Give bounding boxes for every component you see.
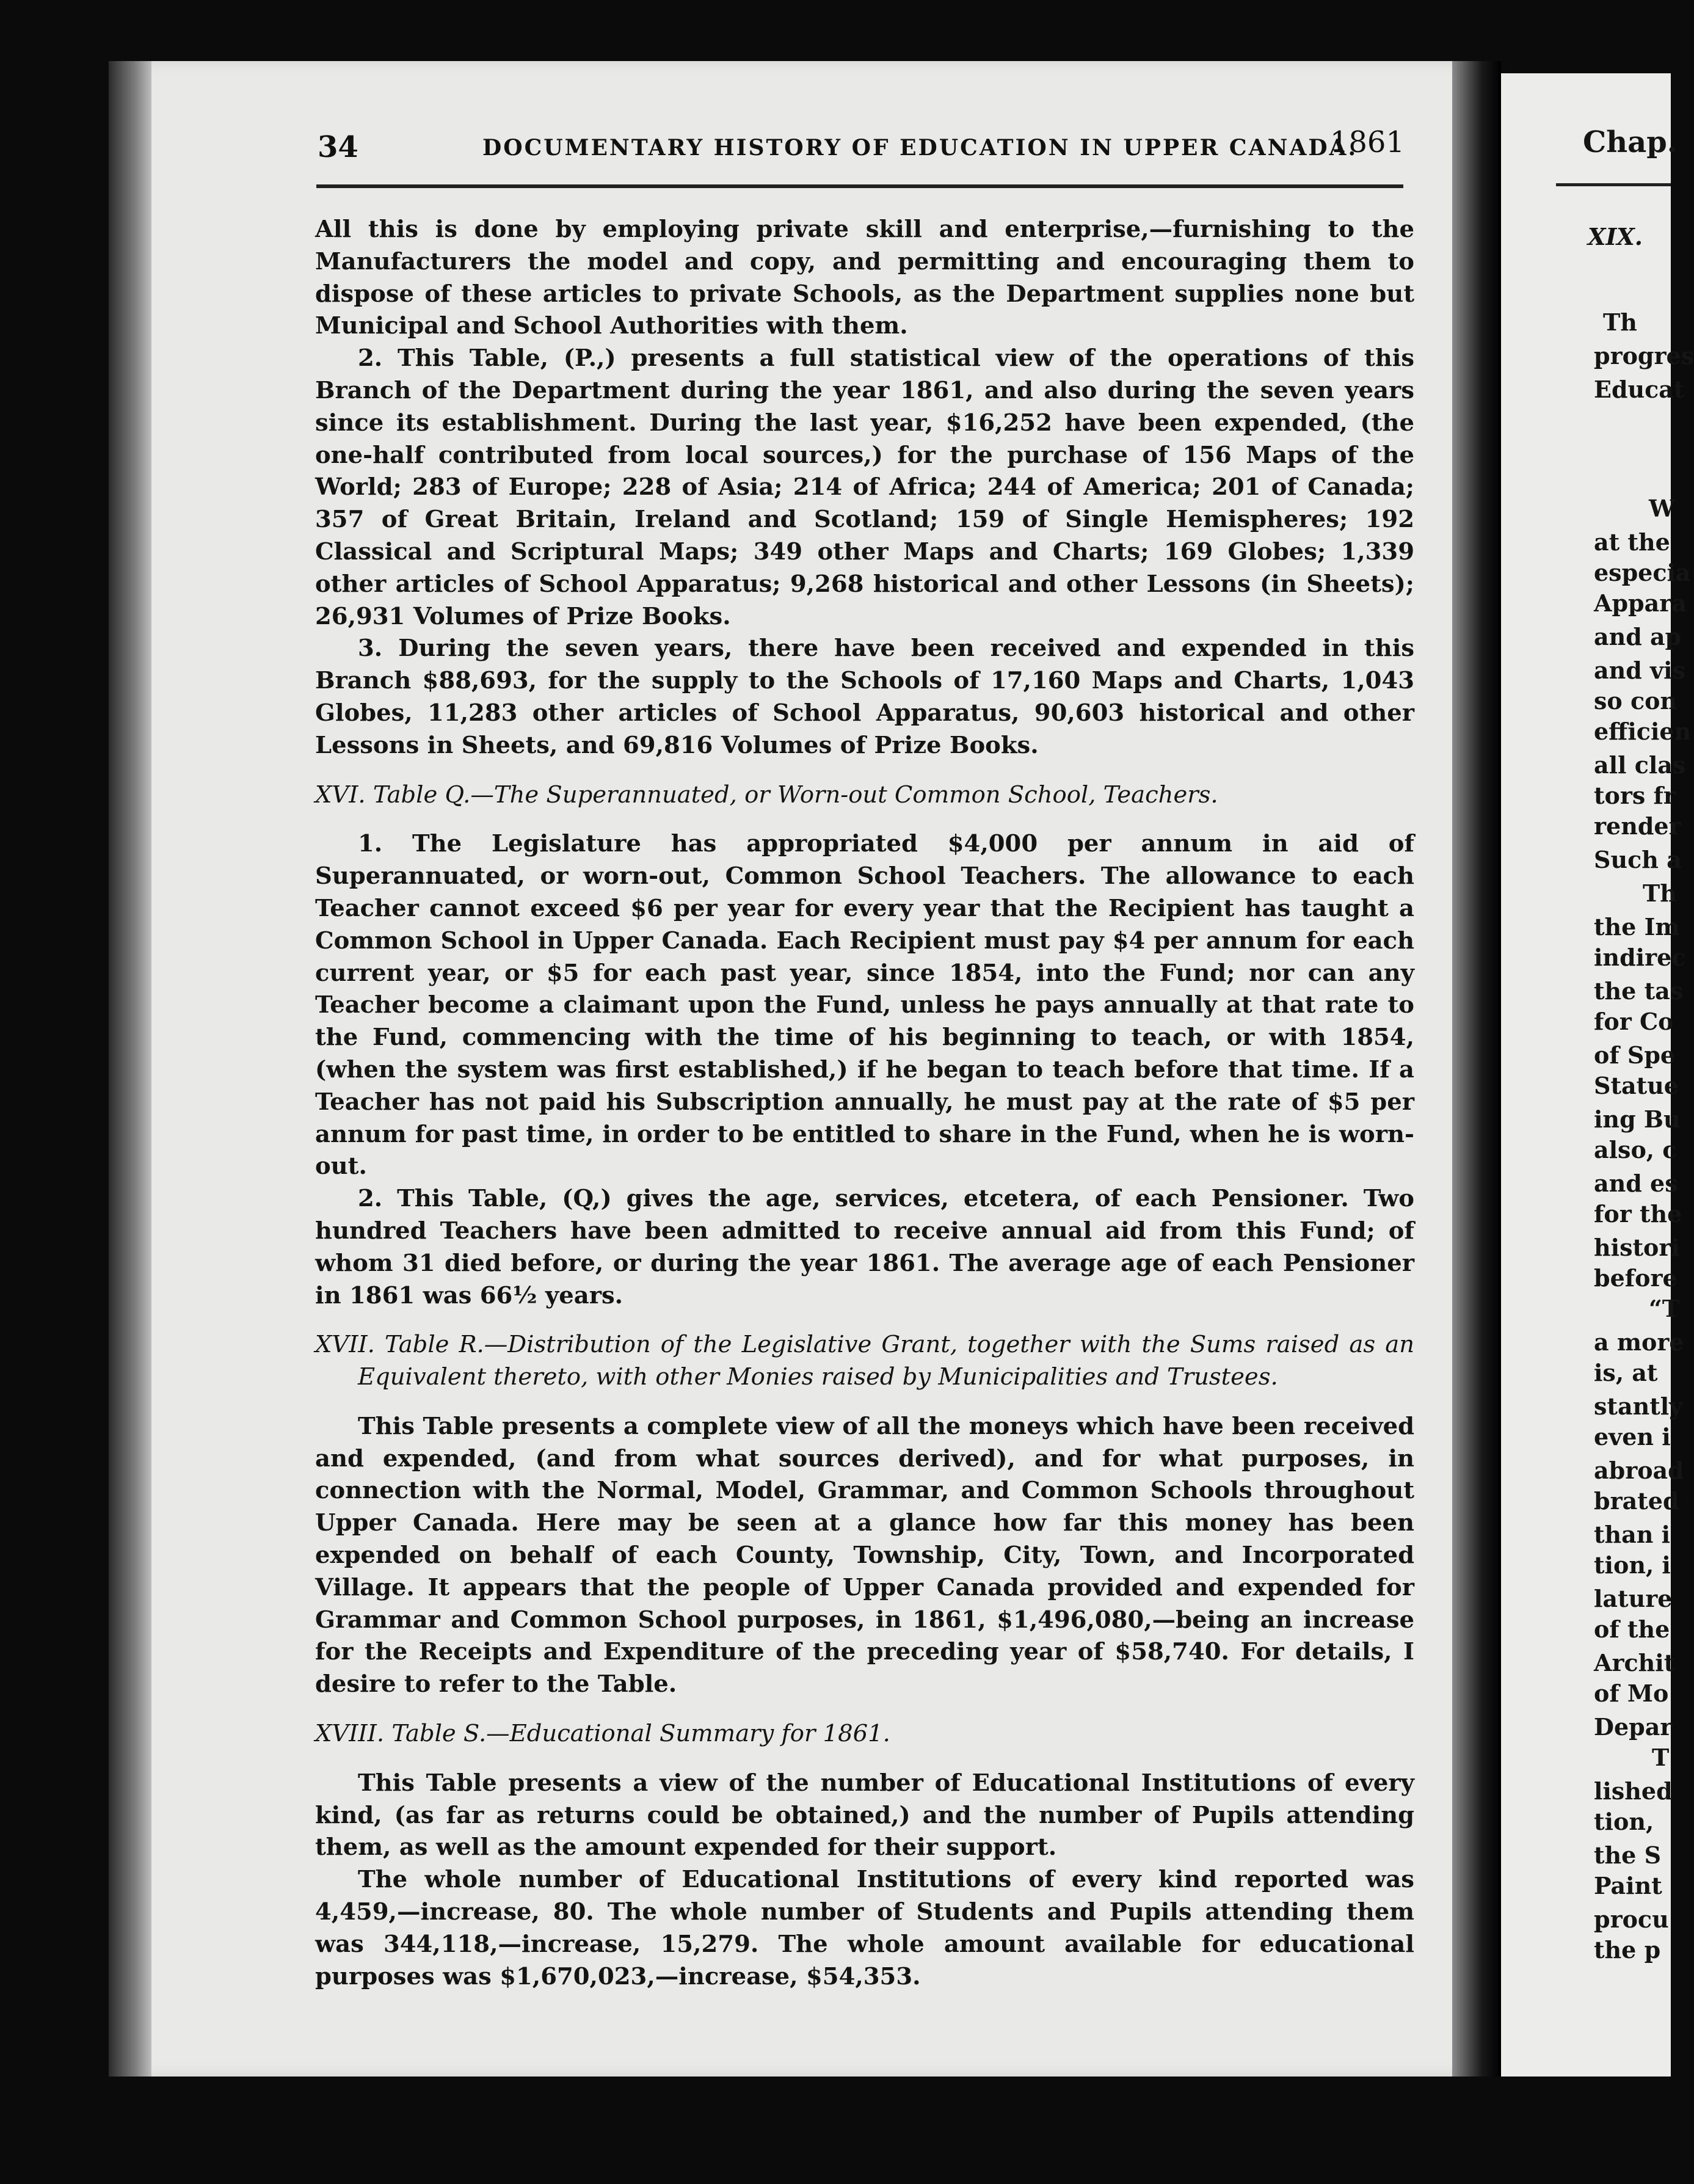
paragraph: 3. During the seven years, there have been received and expended in this Branch $88,693, for the supply to the Schools of 17,160 Maps and Charts, 1,043 Globes, 11,283 other articles of School Apparatus, 90,603 historical and other Lessons in Sheets, and 69,816 Volumes of Prize Books.: [315, 635, 1414, 759]
right-page-line: tion,: [1594, 1808, 1654, 1835]
right-page-line: render: [1594, 812, 1681, 840]
right-page-line: progres: [1594, 342, 1694, 369]
right-page-line: Paint: [1594, 1872, 1662, 1899]
right-page-line: tion, i: [1594, 1551, 1671, 1579]
right-page-line: also, c: [1594, 1136, 1677, 1163]
right-page-line: efficien: [1594, 718, 1692, 745]
paragraph: 2. This Table, (Q,) gives the age, services, etcetera, of each Pensioner. Two hundred Teachers have been admitted to receive annual aid from this Fund; of whom 31 died before, or during the year 1861. The average age of each Pensioner in 1861 was 66½ years.: [315, 1185, 1414, 1309]
right-page-line: XIX.: [1588, 223, 1643, 250]
right-page-line: Archit: [1594, 1649, 1675, 1676]
paragraph: This Table presents a complete view of all the moneys which have been received and expended, (and from what sources derived), and for what purposes, in connection with the Normal, Model, Grammar, and Common Schools throughout Upper Canada. Here may be seen at a glance how far this money has been expended on behalf of each County, Township, City, Town, and Incorporated Village. It appears that the people of Upper Canada provided and expended for Grammar and Common School purposes, in 1861, $1,496,080,—being an increase for the Receipts and Expenditure of the preceding year of $58,740. For details, I desire to refer to the Table.: [315, 1412, 1414, 1698]
right-page-line: Educat: [1594, 376, 1685, 403]
right-page-line: lature: [1594, 1585, 1673, 1612]
right-page-line: Th: [1603, 308, 1637, 336]
paragraph: The whole number of Educational Institutions of every kind reported was 4,459,—increase, 80. The whole number of Students and Pupils attending them was 344,118,—increase, 15,279. The whole amount available for educational purposes was $1,670,023,—increase, $54,353.: [315, 1866, 1414, 1990]
right-page-line: W: [1649, 495, 1675, 522]
right-page-line: at the: [1594, 528, 1670, 556]
right-page-line: and es: [1594, 1170, 1678, 1197]
right-page-line: Th: [1643, 879, 1677, 907]
right-page-line: T: [1652, 1744, 1670, 1771]
right-page-line: histori: [1594, 1234, 1680, 1261]
section-heading: XVI. Table Q.—The Superannuated, or Worn-out Common School, Teachers.: [315, 781, 1218, 809]
paragraph: All this is done by employing private skill and enterprise,—furnishing to the Manufacturers the model and copy, and permitting and encouraging them to dispose of these articles to private Schools, as the Department supplies none but Municipal and School Authorities with them.: [315, 216, 1414, 340]
right-page-line: for the: [1594, 1200, 1682, 1228]
right-page-line: stantly: [1594, 1392, 1683, 1420]
right-page-line: so con: [1594, 687, 1678, 715]
running-year: 1861: [1329, 125, 1405, 159]
left-page-body: [315, 214, 1414, 1993]
right-page-line: than i: [1594, 1521, 1671, 1548]
right-page-line: Such a: [1594, 846, 1682, 873]
right-page-line: a more: [1594, 1328, 1684, 1356]
paragraph: 2. This Table, (P.,) presents a full statistical view of the operations of this Branch of the Department during the year 1861, and also during the seven years since its establishment. During the last year, $16,252 have been expended, (the one-half contributed from local sources,) for the purchase of 156 Maps of the World; 283 of Europe; 228 of Asia; 214 of Africa; 244 of America; 201 of Canada; 357 of Great Britain, Ireland and Scotland; 159 of Single Hemispheres; 192 Classical and Scriptural Maps; 349 other Maps and Charts; 169 Globes; 1,339 other articles of School Apparatus; 9,268 historical and other Lessons (in Sheets); 26,931 Volumes of Prize Books.: [315, 344, 1414, 630]
right-page-line: the S: [1594, 1841, 1662, 1869]
right-page-line: Depar: [1594, 1713, 1673, 1741]
right-header-rule: [1556, 183, 1671, 186]
running-title: DOCUMENTARY HISTORY OF EDUCATION IN UPPER CANADA.: [482, 135, 1358, 161]
right-page-line: Appara: [1594, 589, 1687, 617]
right-page-line: indirec: [1594, 944, 1686, 971]
right-page-line: of Mo: [1594, 1680, 1669, 1707]
right-page-line: tors fr: [1594, 782, 1676, 809]
right-page-line: even i: [1594, 1423, 1671, 1451]
right-page-line: before: [1594, 1264, 1678, 1292]
right-page-line: brated: [1594, 1487, 1679, 1515]
running-head: [318, 125, 1405, 174]
section-heading: XVII. Table R.—Distribution of the Legislative Grant, together with the Sums raised as an Equivalent thereto, with other Monies raised by Municipalities and Trustees.: [315, 1331, 1414, 1391]
right-page-line: Statue: [1594, 1072, 1679, 1099]
right-page-line: of the: [1594, 1615, 1670, 1643]
right-page-line: the p: [1594, 1936, 1661, 1964]
right-page-line: all clas: [1594, 751, 1686, 779]
page-binding-shadow: [109, 61, 151, 2077]
right-page-line: especia: [1594, 559, 1691, 586]
right-page-line: ing Bu: [1594, 1105, 1681, 1133]
section-heading: XVIII. Table S.—Educational Summary for 1861.: [315, 1720, 890, 1748]
right-page-line: is, at: [1594, 1359, 1658, 1386]
right-page-line: the Im: [1594, 913, 1680, 941]
right-page-line: for Co: [1594, 1008, 1674, 1035]
right-page-line: “T: [1649, 1295, 1680, 1322]
paragraph: 1. The Legislature has appropriated $4,000 per annum in aid of Superannuated, or worn-out, Common School Teachers. The allowance to each Teacher cannot exceed $6 per year for every year that the Recipient has taught a Common School in Upper Canada. Each Recipient must pay $4 per annum for each current year, or $5 for each past year, since 1854, into the Fund; nor can any Teacher become a claimant upon the Fund, unless he pays annually at that rate to the Fund, commencing with the time of his beginning to teach, or with 1854, (when the system was first established,) if he began to teach before that time. If a Teacher has not paid his Subscription annually, he must pay at the rate of $5 per annum for past time, in order to be entitled to share in the Fund, when he is worn-out.: [315, 830, 1414, 1181]
right-page-line: abroad: [1594, 1457, 1684, 1484]
page-number: 34: [318, 130, 358, 164]
right-page-line: and vis: [1594, 657, 1685, 684]
book-gutter: [1452, 61, 1501, 2077]
header-rule: [316, 184, 1403, 188]
right-page-line: and ap: [1594, 623, 1682, 650]
paragraph: This Table presents a view of the number of Educational Institutions of every kind, (as far as returns could be obtained,) and the number of Pupils attending them, as well as the amount expended for their support.: [315, 1769, 1414, 1862]
right-page-line: lished: [1594, 1777, 1673, 1805]
right-page-line: of Spe: [1594, 1041, 1676, 1069]
right-page-line: procu: [1594, 1906, 1669, 1933]
right-page-line: the tas: [1594, 977, 1684, 1005]
right-running-head: Chap.: [1583, 125, 1678, 159]
